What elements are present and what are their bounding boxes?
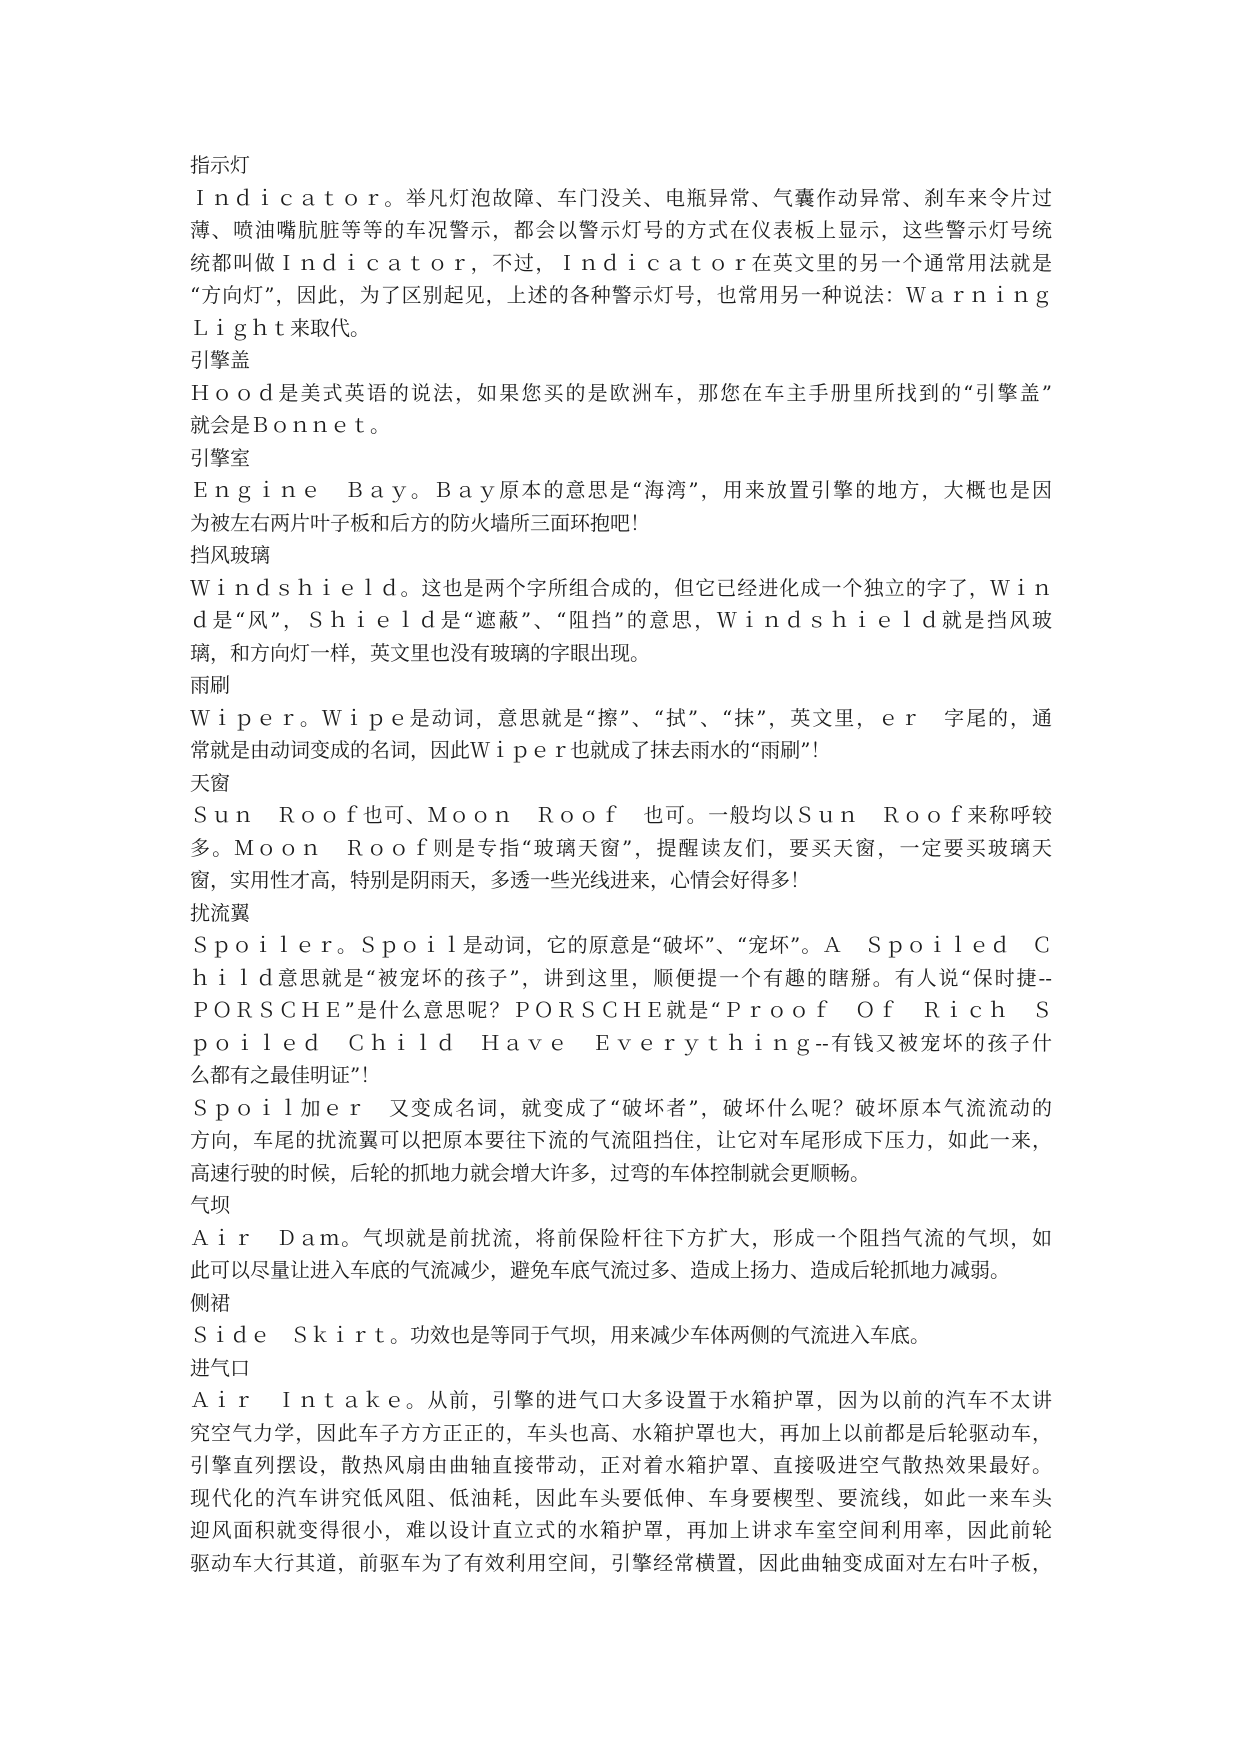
body-line: Ｓｉｄｅ Ｓｋｉｒｔ。功效也是等同于气坝，用来减少车体两侧的气流进入车底。 <box>190 1323 930 1347</box>
paragraph <box>190 929 1052 1092</box>
paragraph <box>190 182 1052 345</box>
section-heading: 进气口 <box>190 1355 250 1380</box>
term-section <box>190 1352 1052 1580</box>
paragraph <box>190 572 1052 670</box>
term-section <box>190 344 1052 442</box>
section-heading: 引擎盖 <box>190 348 250 372</box>
paragraph <box>190 474 1052 539</box>
body-line: 方向，车尾的扰流翼可以把原本要往下流的气流阻挡住，让它对车尾形成下压力，如此一来， <box>190 1128 1052 1152</box>
body-line: Ｓｕｎ Ｒｏｏｆ也可、Ｍｏｏｎ Ｒｏｏｆ 也可。一般均以Ｓｕｎ Ｒｏｏｆ来称呼较 <box>190 803 1052 827</box>
body-line: Ｉｎｄｉｃａｔｏｒ。举凡灯泡故障、车门没关、电瓶异常、气囊作动异常、刹车来令片过 <box>190 185 1052 210</box>
section-heading: 气坝 <box>190 1193 230 1217</box>
body-line: 为被左右两片叶子板和后方的防火墙所三面环抱吧！ <box>190 510 650 535</box>
body-line: 璃，和方向灯一样，英文里也没有玻璃的字眼出现。 <box>190 640 650 665</box>
term-section <box>190 149 1052 344</box>
term-section <box>190 897 1052 1190</box>
body-line: 么都有之最佳明证”！ <box>190 1063 381 1087</box>
paragraph <box>190 377 1052 442</box>
body-line: 此可以尽量让进入车底的气流减少，避免车底气流过多、造成上扬力、造成后轮抓地力减弱。 <box>190 1258 1010 1282</box>
section-heading: 侧裙 <box>190 1290 230 1315</box>
term-section <box>190 669 1052 767</box>
term-section <box>190 767 1052 897</box>
term-section <box>190 539 1052 669</box>
body-line: ｐｏｉｌｅｄ Ｃｈｉｌｄ Ｈａｖｅ Ｅｖｅｒｙｔｈｉｎｇ--有钱又被宠坏的孩子什 <box>190 1030 1052 1055</box>
body-line: ｄ是“风”，Ｓｈｉｅｌｄ是“遮蔽”、“阻挡”的意思，Ｗｉｎｄｓｈｉｅｌｄ就是挡风玻 <box>190 608 1052 632</box>
term-section <box>190 442 1052 540</box>
body-line: 就会是Ｂｏｎｎｅｔ。 <box>190 413 390 437</box>
body-line: Ａｉｒ Ｄａｍ。气坝就是前扰流，将前保险杆往下方扩大，形成一个阻挡气流的气坝，如 <box>190 1225 1052 1250</box>
section-heading: 指示灯 <box>190 153 250 177</box>
section-heading: 引擎室 <box>190 445 250 470</box>
body-line: Ｅｎｇｉｎｅ Ｂａｙ。Ｂａｙ原本的意思是“海湾”，用来放置引擎的地方，大概也是因 <box>190 478 1052 502</box>
section-heading: 雨刷 <box>190 673 230 697</box>
body-line: “方向灯”，因此，为了区别起见，上述的各种警示灯号，也常用另一种说法：Ｗａｒｎｉｎｇ <box>190 283 1052 307</box>
body-line: Ｗｉｐｅｒ。Ｗｉｐｅ是动词，意思就是“擦”、“拭”、“抹”，英文里，ｅｒ 字尾的，通 <box>190 705 1052 730</box>
body-line: Ｗｉｎｄｓｈｉｅｌｄ。这也是两个字所组合成的，但它已经进化成一个独立的字了，Ｗｉｎ <box>190 575 1052 600</box>
term-section <box>190 1287 1052 1352</box>
body-line: 究空气力学，因此车子方方正正的，车头也高、水箱护罩也大，再加上以前都是后轮驱动车， <box>190 1420 1052 1445</box>
paragraph <box>190 1384 1052 1579</box>
document-body <box>190 149 1052 1579</box>
body-line: 引擎直列摆设，散热风扇由曲轴直接带动，正对着水箱护罩、直接吸进空气散热效果最好。 <box>190 1453 1052 1477</box>
body-line: Ｈｏｏｄ是美式英语的说法，如果您买的是欧洲车，那您在车主手册里所找到的“引擎盖” <box>190 380 1052 405</box>
body-line: Ａｉｒ Ｉｎｔａｋｅ。从前，引擎的进气口大多设置于水箱护罩，因为以前的汽车不太讲 <box>190 1388 1052 1412</box>
body-line: Ｓｐｏｉｌ加ｅｒ 又变成名词，就变成了“破坏者”，破坏什么呢？破坏原本气流流动的 <box>190 1095 1052 1120</box>
body-line: 迎风面积就变得很小，难以设计直立式的水箱护罩，再加上讲求车室空间利用率，因此前轮 <box>190 1518 1052 1542</box>
paragraph <box>190 1319 1052 1352</box>
body-line: 现代化的汽车讲究低风阻、低油耗，因此车头要低伸、车身要楔型、要流线，如此一来车头 <box>190 1485 1052 1510</box>
paragraph <box>190 702 1052 767</box>
body-line: ｈｉｌｄ意思就是“被宠坏的孩子”，讲到这里，顺便提一个有趣的瞎掰。有人说“保时捷-- <box>190 965 1052 990</box>
body-line: 驱动车大行其道，前驱车为了有效利用空间，引擎经常横置，因此曲轴变成面对左右叶子板， <box>190 1550 1052 1575</box>
body-line: 多。Ｍｏｏｎ Ｒｏｏｆ则是专指“玻璃天窗”，提醒读友们，要买天窗，一定要买玻璃天 <box>190 835 1052 860</box>
body-line: 薄、喷油嘴肮脏等等的车况警示，都会以警示灯号的方式在仪表板上显示，这些警示灯号统 <box>190 218 1052 242</box>
term-section <box>190 1189 1052 1287</box>
section-heading: 挡风玻璃 <box>190 543 270 567</box>
paragraph <box>190 1092 1052 1190</box>
paragraph <box>190 1222 1052 1287</box>
body-line: 统都叫做Ｉｎｄｉｃａｔｏｒ，不过，Ｉｎｄｉｃａｔｏｒ在英文里的另一个通常用法就是 <box>190 250 1052 275</box>
body-line: Ｌｉｇｈｔ来取代。 <box>190 315 370 340</box>
section-heading: 天窗 <box>190 770 230 795</box>
body-line: 常就是由动词变成的名词，因此Ｗｉｐｅｒ也就成了抹去雨水的“雨刷”！ <box>190 738 831 762</box>
body-line: Ｓｐｏｉｌｅｒ。Ｓｐｏｉｌ是动词，它的原意是“破坏”、“宠坏”。Ａ Ｓｐｏｉｌｅｄ Ｃ <box>190 933 1052 957</box>
body-line: ＰＯＲＳＣＨＥ”是什么意思呢？ＰＯＲＳＣＨＥ就是“Ｐｒｏｏｆ Ｏｆ Ｒｉｃｈ Ｓ <box>190 998 1052 1022</box>
body-line: 窗，实用性才高，特别是阴雨天，多透一些光线进来，心情会好得多！ <box>190 868 810 892</box>
paragraph <box>190 799 1052 897</box>
section-heading: 扰流翼 <box>190 900 250 925</box>
body-line: 高速行驶的时候，后轮的抓地力就会增大许多，过弯的车体控制就会更顺畅。 <box>190 1160 870 1185</box>
